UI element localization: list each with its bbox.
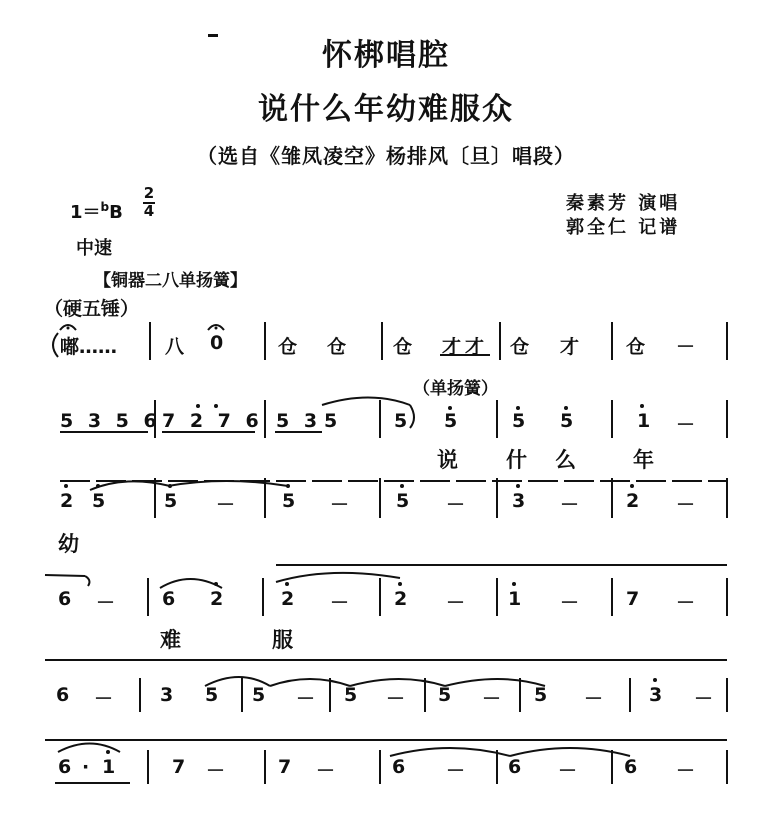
dash: － bbox=[216, 494, 236, 516]
percussion-token: 嘟…… bbox=[60, 336, 118, 358]
note: 7 bbox=[172, 756, 186, 778]
dash: － bbox=[316, 760, 336, 782]
note: 5 bbox=[512, 410, 526, 432]
percussion-token: 才 bbox=[560, 336, 580, 358]
note: 5 bbox=[394, 410, 408, 432]
percussion-token: 仓 bbox=[510, 336, 530, 358]
note: 5 bbox=[92, 490, 106, 512]
dash: － bbox=[94, 688, 114, 710]
lyric: 服 bbox=[272, 628, 293, 652]
dash: － bbox=[330, 592, 350, 614]
note: 6 bbox=[508, 756, 522, 778]
note-group: 7 2 7 6 bbox=[162, 410, 263, 432]
note: 6 bbox=[162, 588, 176, 610]
dash: － bbox=[676, 414, 696, 436]
key-signature: 1＝$^b$B bbox=[70, 200, 123, 223]
lyric: 幼 bbox=[58, 532, 79, 556]
note: 6 bbox=[56, 684, 70, 706]
dash: － bbox=[96, 592, 116, 614]
dash: － bbox=[386, 688, 406, 710]
note: 2 bbox=[210, 588, 224, 610]
dash: － bbox=[482, 688, 502, 710]
note: 1 bbox=[508, 588, 522, 610]
note: 5 bbox=[324, 410, 338, 432]
percussion-token: 八 bbox=[165, 336, 185, 358]
note: 7 bbox=[626, 588, 640, 610]
note: 2 bbox=[626, 490, 640, 512]
note: 5 bbox=[205, 684, 219, 706]
note: 2 bbox=[60, 490, 74, 512]
note: 6 bbox=[58, 588, 72, 610]
dash: － bbox=[676, 592, 696, 614]
note: 6 bbox=[58, 756, 72, 778]
percussion-token: 才才 bbox=[442, 336, 489, 358]
dash: － bbox=[206, 760, 226, 782]
dash: － bbox=[560, 592, 580, 614]
lyric: 么 bbox=[555, 448, 576, 472]
dash: － bbox=[446, 592, 466, 614]
lyric: 难 bbox=[160, 628, 181, 652]
dash: － bbox=[560, 494, 580, 516]
dash: － bbox=[676, 760, 696, 782]
percussion-token: 0 bbox=[210, 332, 224, 354]
dash: － bbox=[296, 688, 316, 710]
note: 3 bbox=[160, 684, 174, 706]
percussion-token: 仓 bbox=[278, 336, 298, 358]
song-subtitle: 说什么年幼难服众 bbox=[258, 92, 514, 127]
section-sublabel: （单扬簧） bbox=[413, 379, 498, 399]
dash: － bbox=[558, 760, 578, 782]
dash: － bbox=[330, 494, 350, 516]
note: 1 bbox=[102, 756, 116, 778]
dash: － bbox=[446, 760, 466, 782]
time-signature: 2 4 bbox=[143, 184, 155, 220]
lyric: 说 bbox=[437, 448, 458, 472]
note: 5 bbox=[282, 490, 296, 512]
section-label: 【铜器二八单扬簧】 bbox=[94, 271, 247, 291]
note: 6 bbox=[392, 756, 406, 778]
note: 7 bbox=[278, 756, 292, 778]
percussion-token: － bbox=[676, 336, 696, 358]
dash: － bbox=[676, 494, 696, 516]
percussion-token: 仓 bbox=[327, 336, 347, 358]
percussion-token: 仓 bbox=[393, 336, 413, 358]
note: 5 bbox=[438, 684, 452, 706]
dot: · bbox=[82, 756, 90, 778]
note: 3 bbox=[512, 490, 526, 512]
note-group: 5 3 bbox=[276, 410, 322, 432]
note: 5 bbox=[344, 684, 358, 706]
note: 2 bbox=[281, 588, 295, 610]
singer-credit: 秦素芳 演唱 bbox=[566, 193, 681, 214]
note: 2 bbox=[394, 588, 408, 610]
note: 5 bbox=[252, 684, 266, 706]
transcriber-credit: 郭全仁 记谱 bbox=[566, 217, 681, 238]
percussion-label: （硬五锤） bbox=[44, 298, 140, 320]
note: 5 bbox=[560, 410, 574, 432]
lyric: 年 bbox=[633, 448, 654, 472]
lyric: 什 bbox=[506, 448, 527, 472]
note: 5 bbox=[164, 490, 178, 512]
tempo-mark: 中速 bbox=[76, 238, 112, 259]
dash: － bbox=[446, 494, 466, 516]
dash: － bbox=[584, 688, 604, 710]
dash: － bbox=[694, 688, 714, 710]
note: 5 bbox=[534, 684, 548, 706]
note: 5 bbox=[444, 410, 458, 432]
note: 3 bbox=[649, 684, 663, 706]
note: 5 bbox=[396, 490, 410, 512]
source-note: （选自《雏凤凌空》杨排风〔旦〕唱段） bbox=[197, 144, 575, 168]
note: 6 bbox=[624, 756, 638, 778]
percussion-token: 仓 bbox=[626, 336, 646, 358]
note: 1 bbox=[637, 410, 651, 432]
song-title: 怀梆唱腔 bbox=[322, 38, 450, 73]
note-group: 5 3 5 6 bbox=[60, 410, 161, 432]
